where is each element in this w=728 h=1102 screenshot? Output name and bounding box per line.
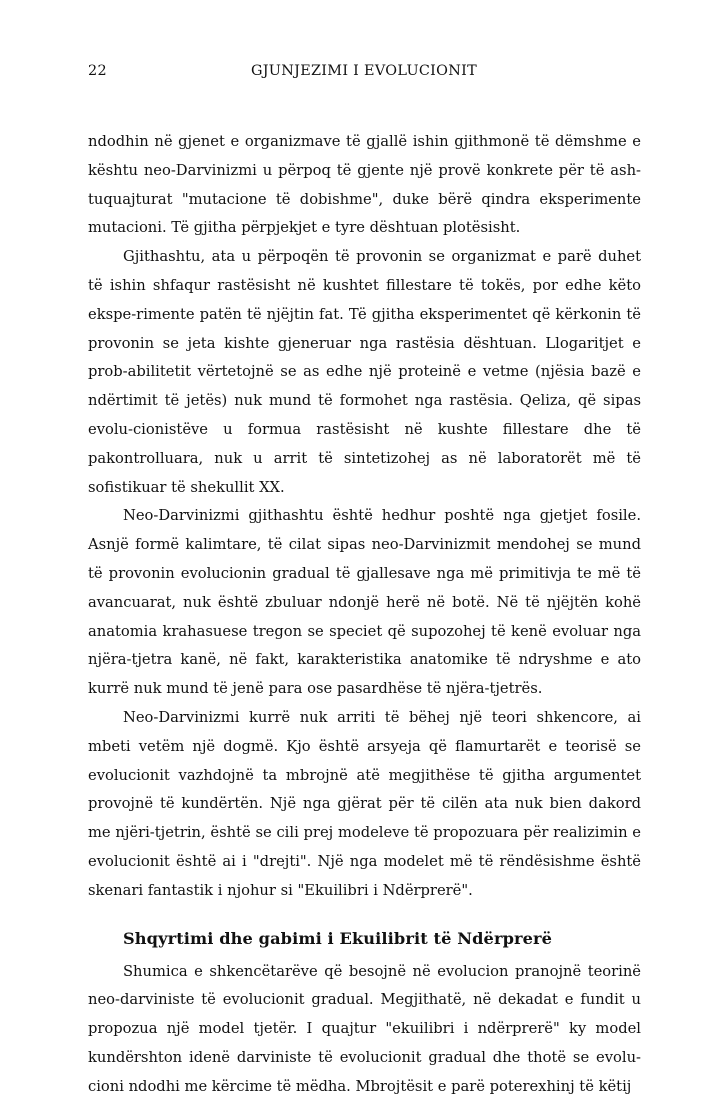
running-title: GJUNJEZIMI I EVOLUCIONIT — [250, 63, 478, 79]
paragraph: Shumica e shkencëtarëve që besojnë në evolucion pranojnë teorinë neo-darviniste të evolucionit gradual. Megjithatë, në dekadat e fundit u propozua një model tjetër. I quajtur "ekuilibri i ndërprerë" ky model kundërshton idenë darviniste të evolucionit gradual dhe thotë se evolu-cioni ndodhi me kërcime të mëdha. Mbrojtësit e parë poterexhinj të këtij — [88, 962, 641, 1095]
paragraph: Neo-Darvinizmi gjithashtu është hedhur poshtë nga gjetjet fosile. Asnjë formë kalimtare, të cilat sipas neo-Darvinizmit mendohej se mund të provonin evolucionin gradual të gjallesave nga më primitivja te më të avancuarat, nuk është zbuluar ndonjë herë në botë. Në të njëjtën kohë anatomia krahasuese tregon se speciet që supozohej të kenë evoluar nga njëra-tjetra kanë, në fakt, karakteristika anatomike të ndryshme e ato kurrë nuk mund të jenë para ose pasardhëse të njëra-tjetrës. — [88, 507, 641, 698]
paragraph-continued: ndodhin në gjenet e organizmave të gjallë ishin gjithmonë të dëmshme e kështu neo-Darvinizmi u përpoq të gjente një provë konkrete për të ash-tuquajturat "mutacione të dobishme", duke bërë qindra eksperimente mutacioni. Të gjitha përpjekjet e tyre dështuan plotësisht. — [88, 133, 641, 237]
paragraph: Gjithashtu, ata u përpoqën të provonin se organizmat e parë duhet të ishin shfaqur rastësisht në kushtet fillestare të tokës, por edhe këto ekspe-rimente patën të njëjtin fat. Të gjitha eksperimentet që kërkonin të provonin se jeta kishte gjeneruar nga rastësia dështuan. Llogaritjet e prob-abilitetit vërtetojnë se as edhe një proteinë e vetme (njësia bazë e ndërtimit të jetës) nuk mund të formohet nga rastësia. Qeliza, që sipas evolu-cionistëve u formua rastësisht në kushte fillestare dhe të pakontrolluara, nuk u arrit të sintetizohej as në laboratorët më të sofistikuar të shekullit XX. — [88, 248, 641, 496]
paragraph: Neo-Darvinizmi kurrë nuk arriti të bëhej një teori shkencore, ai mbeti vetëm një dogmë. Kjo është arsyeja që flamurtarët e teorisë se evolucionit vazhdojnë ta mbrojnë atë megjithëse të gjitha argumentet provojnë të kundërtën. Një nga gjërat për të cilën ata nuk bien dakord me njëri-tjetrin, është se cili prej modeleve të propozuara për realizimin e evolucionit është ai i "drejti". Një nga modelet më të rëndësishme është skenari fantastik i njohur si "Ekuilibri i Ndërprerë". — [88, 708, 641, 899]
running-header — [88, 63, 640, 87]
page-number: 22 — [88, 63, 107, 79]
body-text — [88, 128, 641, 1102]
section-heading: Shqyrtimi dhe gabimi i Ekuilibrit të Ndërprerë — [123, 928, 553, 948]
